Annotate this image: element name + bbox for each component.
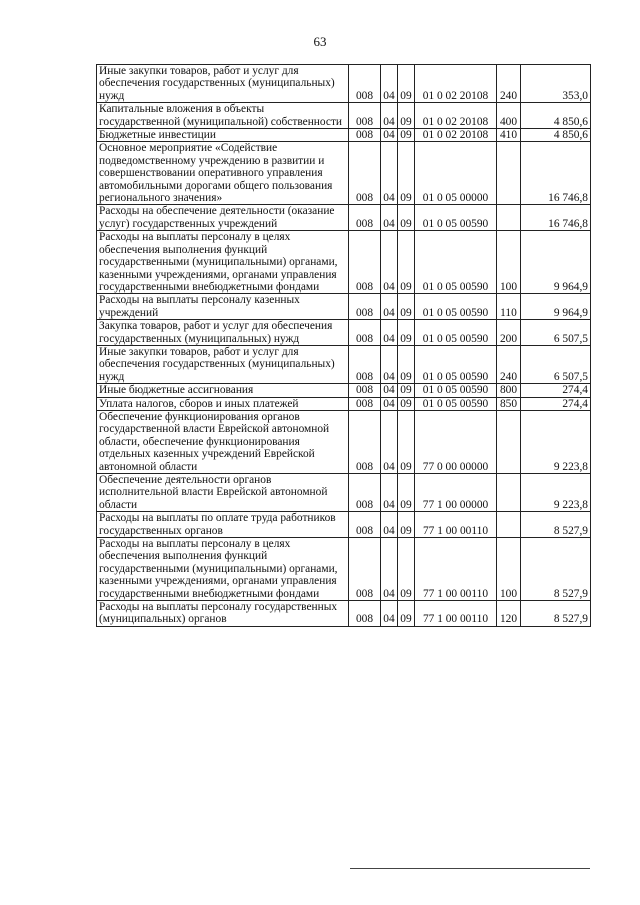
row-name: Основное мероприятие «Содействие подведомственному учреждению в развитии и совершенствовании оперативного управления автомобильными дорогами общего пользования регионального значения»	[97, 142, 349, 205]
subsection-code: 09	[398, 538, 415, 601]
target-article-code: 01 0 02 20108	[415, 129, 497, 142]
grbs-code: 008	[349, 601, 381, 627]
row-name: Расходы на выплаты по оплате труда работников государственных органов	[97, 512, 349, 538]
target-article-code: 01 0 02 20108	[415, 103, 497, 129]
grbs-code: 008	[349, 129, 381, 142]
subsection-code: 09	[398, 397, 415, 410]
target-article-code: 01 0 05 00590	[415, 345, 497, 383]
expense-type-code: 850	[497, 397, 521, 410]
expense-type-code	[497, 512, 521, 538]
amount: 9 964,9	[521, 294, 591, 320]
amount: 6 507,5	[521, 320, 591, 346]
expense-type-code: 800	[497, 384, 521, 397]
target-article-code: 01 0 05 00590	[415, 384, 497, 397]
amount: 16 746,8	[521, 142, 591, 205]
section-code: 04	[381, 384, 398, 397]
section-code: 04	[381, 142, 398, 205]
grbs-code: 008	[349, 397, 381, 410]
section-code: 04	[381, 129, 398, 142]
row-name: Закупка товаров, работ и услуг для обеспечения государственных (муниципальных) нужд	[97, 320, 349, 346]
grbs-code: 008	[349, 512, 381, 538]
grbs-code: 008	[349, 231, 381, 294]
section-code: 04	[381, 103, 398, 129]
subsection-code: 09	[398, 103, 415, 129]
expense-type-code	[497, 205, 521, 231]
target-article-code: 01 0 05 00590	[415, 397, 497, 410]
table-row	[97, 65, 591, 103]
subsection-code: 09	[398, 320, 415, 346]
target-article-code: 01 0 05 00590	[415, 294, 497, 320]
subsection-code: 09	[398, 474, 415, 512]
grbs-code: 008	[349, 538, 381, 601]
row-name: Бюджетные инвестиции	[97, 129, 349, 142]
target-article-code: 77 1 00 00110	[415, 512, 497, 538]
table-row	[97, 410, 591, 473]
subsection-code: 09	[398, 294, 415, 320]
section-code: 04	[381, 345, 398, 383]
table-row	[97, 103, 591, 129]
subsection-code: 09	[398, 512, 415, 538]
subsection-code: 09	[398, 410, 415, 473]
table-row	[97, 538, 591, 601]
section-code: 04	[381, 294, 398, 320]
table-body	[97, 65, 591, 627]
page-number: 63	[313, 34, 327, 49]
amount: 9 223,8	[521, 474, 591, 512]
row-name: Расходы на выплаты персоналу в целях обеспечения выполнения функций государственными (муниципальными) органами, казенными учреждениями, органами управления государственными внебюджетными фондами	[97, 231, 349, 294]
grbs-code: 008	[349, 410, 381, 473]
grbs-code: 008	[349, 205, 381, 231]
target-article-code: 01 0 05 00590	[415, 205, 497, 231]
subsection-code: 09	[398, 231, 415, 294]
row-name: Обеспечение функционирования органов государственной власти Еврейской автономной области, обеспечение функционирования отдельных казенных учреждений Еврейской автономной области	[97, 410, 349, 473]
expense-type-code	[497, 142, 521, 205]
row-name: Капитальные вложения в объекты государственной (муниципальной) собственности	[97, 103, 349, 129]
grbs-code: 008	[349, 65, 381, 103]
target-article-code: 77 1 00 00110	[415, 601, 497, 627]
section-code: 04	[381, 205, 398, 231]
expense-type-code: 240	[497, 345, 521, 383]
row-name: Обеспечение деятельности органов исполнительной власти Еврейской автономной области	[97, 474, 349, 512]
expense-type-code	[497, 410, 521, 473]
expense-type-code: 100	[497, 538, 521, 601]
table-row	[97, 142, 591, 205]
row-name: Расходы на обеспечение деятельности (оказание услуг) государственных учреждений	[97, 205, 349, 231]
row-name: Иные бюджетные ассигнования	[97, 384, 349, 397]
section-code: 04	[381, 397, 398, 410]
table-row	[97, 231, 591, 294]
grbs-code: 008	[349, 142, 381, 205]
target-article-code: 01 0 02 20108	[415, 65, 497, 103]
expense-type-code: 110	[497, 294, 521, 320]
amount: 4 850,6	[521, 129, 591, 142]
section-code: 04	[381, 231, 398, 294]
subsection-code: 09	[398, 345, 415, 383]
expense-type-code	[497, 474, 521, 512]
target-article-code: 01 0 05 00590	[415, 320, 497, 346]
table-row	[97, 345, 591, 383]
section-code: 04	[381, 474, 398, 512]
subsection-code: 09	[398, 205, 415, 231]
amount: 274,4	[521, 384, 591, 397]
budget-table	[96, 64, 591, 627]
footer-line	[350, 868, 590, 869]
row-name: Уплата налогов, сборов и иных платежей	[97, 397, 349, 410]
amount: 4 850,6	[521, 103, 591, 129]
amount: 8 527,9	[521, 538, 591, 601]
grbs-code: 008	[349, 384, 381, 397]
amount: 9 223,8	[521, 410, 591, 473]
grbs-code: 008	[349, 103, 381, 129]
grbs-code: 008	[349, 320, 381, 346]
subsection-code: 09	[398, 142, 415, 205]
expense-type-code: 410	[497, 129, 521, 142]
expense-type-code: 120	[497, 601, 521, 627]
grbs-code: 008	[349, 345, 381, 383]
amount: 8 527,9	[521, 512, 591, 538]
target-article-code: 01 0 05 00000	[415, 142, 497, 205]
row-name: Иные закупки товаров, работ и услуг для обеспечения государственных (муниципальных) нужд	[97, 345, 349, 383]
target-article-code: 01 0 05 00590	[415, 231, 497, 294]
table-row	[97, 384, 591, 397]
expense-type-code: 240	[497, 65, 521, 103]
table-row	[97, 294, 591, 320]
section-code: 04	[381, 512, 398, 538]
amount: 274,4	[521, 397, 591, 410]
expense-type-code: 100	[497, 231, 521, 294]
amount: 6 507,5	[521, 345, 591, 383]
amount: 9 964,9	[521, 231, 591, 294]
row-name: Иные закупки товаров, работ и услуг для обеспечения государственных (муниципальных) нужд	[97, 65, 349, 103]
target-article-code: 77 0 00 00000	[415, 410, 497, 473]
subsection-code: 09	[398, 384, 415, 397]
table-row	[97, 129, 591, 142]
grbs-code: 008	[349, 474, 381, 512]
target-article-code: 77 1 00 00000	[415, 474, 497, 512]
amount: 16 746,8	[521, 205, 591, 231]
row-name: Расходы на выплаты персоналу в целях обеспечения выполнения функций государственными (муниципальными) органами, казенными учреждениями, органами управления государственными внебюджетными фондами	[97, 538, 349, 601]
subsection-code: 09	[398, 601, 415, 627]
table-row	[97, 320, 591, 346]
section-code: 04	[381, 65, 398, 103]
table-row	[97, 512, 591, 538]
section-code: 04	[381, 410, 398, 473]
expense-type-code: 400	[497, 103, 521, 129]
table-row	[97, 397, 591, 410]
amount: 353,0	[521, 65, 591, 103]
section-code: 04	[381, 601, 398, 627]
amount: 8 527,9	[521, 601, 591, 627]
section-code: 04	[381, 320, 398, 346]
row-name: Расходы на выплаты персоналу казенных учреждений	[97, 294, 349, 320]
subsection-code: 09	[398, 65, 415, 103]
section-code: 04	[381, 538, 398, 601]
grbs-code: 008	[349, 294, 381, 320]
row-name: Расходы на выплаты персоналу государственных (муниципальных) органов	[97, 601, 349, 627]
table-row	[97, 601, 591, 627]
table-row	[97, 474, 591, 512]
expense-type-code: 200	[497, 320, 521, 346]
target-article-code: 77 1 00 00110	[415, 538, 497, 601]
subsection-code: 09	[398, 129, 415, 142]
table-row	[97, 205, 591, 231]
